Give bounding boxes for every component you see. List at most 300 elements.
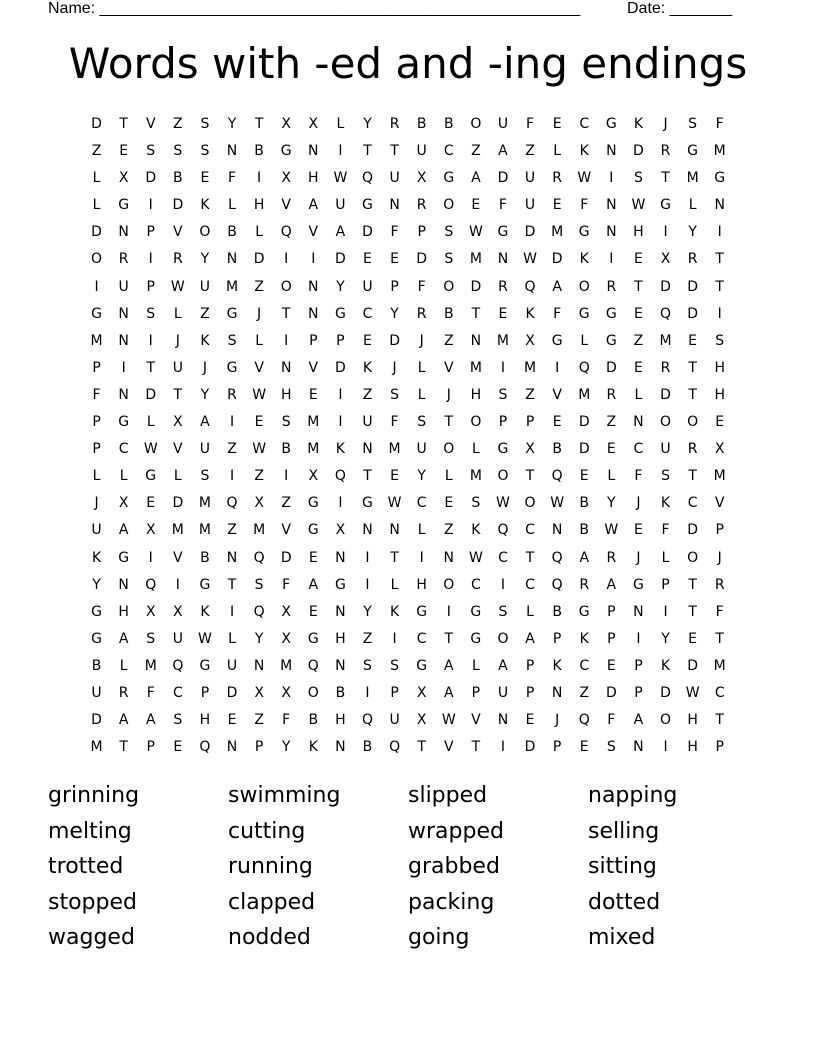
grid-letter: F xyxy=(715,116,724,132)
grid-letter: E xyxy=(579,468,589,485)
grid-letter: S xyxy=(417,414,427,431)
grid-letter: T xyxy=(390,143,399,160)
grid-letter: B xyxy=(308,712,319,729)
grid-letter: U xyxy=(91,522,102,539)
grid-letter: N xyxy=(633,603,644,620)
grid-letter: N xyxy=(633,739,644,756)
grid-letter: T xyxy=(715,278,724,295)
grid-letter: G xyxy=(660,197,671,214)
grid-letter: I xyxy=(338,386,343,403)
grid-letter: X xyxy=(281,684,291,701)
grid-letter: F xyxy=(634,468,643,485)
page-title: Words with -ed and -ing endings xyxy=(68,39,748,88)
grid-row xyxy=(83,463,733,490)
word-list-item: stopped xyxy=(48,889,137,915)
grid-letter: V xyxy=(173,549,183,566)
grid-row xyxy=(83,355,733,382)
grid-row xyxy=(83,409,733,436)
grid-letter: F xyxy=(282,576,291,593)
grid-letter: G xyxy=(118,197,130,214)
grid-letter: N xyxy=(335,549,346,566)
grid-letter: N xyxy=(551,522,563,539)
grid-letter: B xyxy=(335,684,346,701)
grid-letter: G xyxy=(91,630,102,647)
grid-letter: D xyxy=(687,278,698,295)
grid-letter: S xyxy=(146,630,156,647)
grid-letter: E xyxy=(688,630,698,647)
grid-letter: L xyxy=(92,468,101,485)
grid-letter: E xyxy=(390,468,399,485)
grid-letter: X xyxy=(308,116,319,132)
grid-letter: T xyxy=(715,630,724,647)
grid-letter: A xyxy=(443,684,454,701)
grid-row xyxy=(83,382,733,409)
grid-letter: M xyxy=(469,359,482,376)
grid-letter: U xyxy=(362,278,373,295)
grid-letter: T xyxy=(688,359,697,376)
grid-letter: J xyxy=(663,116,668,132)
header xyxy=(48,0,768,20)
grid-letter: M xyxy=(280,657,293,674)
grid-letter: E xyxy=(552,116,562,132)
grid-letter: O xyxy=(199,224,211,241)
grid-letter: I xyxy=(257,170,262,187)
grid-letter: J xyxy=(257,305,262,322)
grid-letter: X xyxy=(145,603,156,620)
grid-letter: C xyxy=(687,495,698,512)
grid-letter: V xyxy=(471,712,481,729)
grid-letter: I xyxy=(365,684,370,701)
grid-letter: J xyxy=(555,712,560,729)
grid-letter: M xyxy=(307,414,320,431)
grid-letter: P xyxy=(525,414,535,431)
grid-letter: C xyxy=(498,549,508,566)
grid-letter: T xyxy=(281,305,291,322)
grid-letter: M xyxy=(144,657,157,674)
grid-letter: G xyxy=(632,576,644,593)
grid-letter: G xyxy=(334,305,346,322)
grid-letter: L xyxy=(228,197,236,214)
grid-letter: F xyxy=(661,522,670,539)
grid-letter: W xyxy=(441,712,456,729)
grid-letter: Y xyxy=(227,116,237,132)
grid-letter: Q xyxy=(199,739,211,756)
grid-letter: C xyxy=(579,116,590,132)
grid-letter: I xyxy=(446,603,451,620)
grid-letter: Q xyxy=(551,468,563,485)
grid-letter: F xyxy=(553,305,562,322)
grid-letter: S xyxy=(200,116,210,132)
grid-row xyxy=(83,626,733,653)
grid-letter: R xyxy=(227,386,237,403)
grid-letter: S xyxy=(254,576,264,593)
grid-letter: M xyxy=(713,143,726,160)
word-list-item: melting xyxy=(48,818,132,844)
grid-letter: V xyxy=(145,116,156,132)
grid-letter: K xyxy=(308,739,318,756)
grid-letter: H xyxy=(335,712,346,729)
grid-letter: E xyxy=(200,170,210,187)
grid-letter: G xyxy=(605,305,617,322)
grid-letter: N xyxy=(335,603,346,620)
grid-letter: H xyxy=(118,603,129,620)
grid-letter: Q xyxy=(334,468,346,485)
grid-letter: I xyxy=(284,468,289,485)
grid-letter: T xyxy=(146,359,156,376)
grid-letter: L xyxy=(173,468,182,485)
grid-letter: S xyxy=(173,143,183,160)
grid-letter: S xyxy=(498,603,508,620)
grid-letter: L xyxy=(553,143,562,160)
grid-letter: R xyxy=(660,359,671,376)
grid-letter: S xyxy=(227,332,237,349)
grid-letter: R xyxy=(606,278,617,295)
grid-letter: S xyxy=(688,116,698,132)
grid-letter: H xyxy=(335,630,346,647)
grid-letter: R xyxy=(416,197,427,214)
grid-letter: N xyxy=(606,143,617,160)
grid-letter: Z xyxy=(362,386,373,403)
grid-letter: J xyxy=(419,332,424,349)
grid-letter: D xyxy=(578,441,590,458)
grid-letter: R xyxy=(552,170,562,187)
grid-letter: I xyxy=(609,251,614,268)
grid-letter: T xyxy=(471,305,481,322)
grid-letter: J xyxy=(392,359,397,376)
grid-letter: I xyxy=(148,251,153,268)
grid-letter: G xyxy=(687,143,699,160)
grid-letter: L xyxy=(119,468,128,485)
grid-letter: D xyxy=(660,386,671,403)
grid-letter: I xyxy=(148,549,153,566)
grid-letter: K xyxy=(579,251,589,268)
grid-letter: L xyxy=(688,197,697,214)
grid-letter: N xyxy=(362,441,373,458)
grid-letter: B xyxy=(362,739,373,756)
grid-row xyxy=(83,734,733,761)
grid-letter: V xyxy=(254,359,264,376)
grid-letter: X xyxy=(254,684,264,701)
grid-letter: A xyxy=(200,414,210,431)
grid-letter: V xyxy=(714,495,725,512)
grid-letter: E xyxy=(363,251,372,268)
grid-letter: P xyxy=(336,332,345,349)
grid-letter: N xyxy=(606,224,617,241)
grid-letter: R xyxy=(389,116,400,132)
grid-letter: G xyxy=(578,224,590,241)
grid-letter: T xyxy=(688,386,697,403)
grid-letter: D xyxy=(687,657,698,674)
grid-letter: L xyxy=(444,468,453,485)
grid-letter: O xyxy=(91,251,103,268)
grid-letter: A xyxy=(552,278,562,295)
grid-letter: G xyxy=(605,332,617,349)
grid-letter: Q xyxy=(578,712,590,729)
grid-letter: V xyxy=(308,359,319,376)
grid-letter: B xyxy=(254,143,264,160)
grid-letter: I xyxy=(229,414,235,431)
grid-letter: F xyxy=(92,386,101,403)
grid-row xyxy=(83,436,733,463)
grid-letter: F xyxy=(146,684,155,701)
grid-letter: S xyxy=(715,332,725,349)
grid-letter: V xyxy=(173,224,183,241)
grid-letter: K xyxy=(633,116,644,132)
grid-letter: Q xyxy=(497,522,509,539)
grid-letter: E xyxy=(525,712,535,729)
word-list-item: napping xyxy=(588,783,678,808)
grid-letter: G xyxy=(578,603,590,620)
grid-letter: U xyxy=(335,197,346,214)
grid-letter: E xyxy=(633,305,643,322)
grid-letter: K xyxy=(660,657,671,674)
grid-letter: I xyxy=(717,224,722,241)
grid-letter: Q xyxy=(660,305,672,322)
grid-letter: A xyxy=(606,576,617,593)
grid-letter: L xyxy=(526,603,534,620)
grid-letter: D xyxy=(253,251,265,268)
grid-letter: J xyxy=(636,495,641,512)
grid-letter: K xyxy=(579,630,589,647)
grid-letter: N xyxy=(497,251,509,268)
grid-letter: M xyxy=(90,332,103,349)
grid-letter: M xyxy=(713,468,726,485)
grid-letter: I xyxy=(500,739,506,756)
grid-letter: N xyxy=(335,739,346,756)
word-list-item: selling xyxy=(588,818,660,844)
grid-letter: Y xyxy=(281,739,291,756)
grid-letter: S xyxy=(146,143,156,160)
grid-letter: G xyxy=(497,224,509,241)
grid-letter: P xyxy=(417,224,426,241)
grid-letter: G xyxy=(416,603,428,620)
grid-letter: G xyxy=(199,657,211,674)
grid-letter: O xyxy=(470,414,482,431)
grid-letter: W xyxy=(631,197,646,214)
grid-letter: D xyxy=(605,684,617,701)
grid-letter: E xyxy=(498,305,508,322)
grid-letter: P xyxy=(200,684,210,701)
grid-letter: T xyxy=(688,576,697,593)
grid-letter: Y xyxy=(200,386,210,403)
grid-letter: U xyxy=(416,441,427,458)
grid-letter: A xyxy=(471,170,481,187)
grid-letter: P xyxy=(92,414,101,431)
grid-letter: T xyxy=(688,603,697,620)
grid-letter: B xyxy=(579,522,590,539)
grid-letter: E xyxy=(606,441,616,458)
grid-letter: U xyxy=(497,684,509,701)
grid-letter: G xyxy=(307,495,319,512)
grid-letter: L xyxy=(417,522,426,539)
grid-letter: Y xyxy=(336,278,345,295)
grid-letter: E xyxy=(146,495,156,512)
grid-letter: X xyxy=(416,170,427,187)
grid-letter: F xyxy=(498,197,507,214)
grid-letter: I xyxy=(338,414,343,431)
grid-letter: S xyxy=(281,414,291,431)
grid-letter: T xyxy=(119,739,128,756)
grid-letter: M xyxy=(686,170,699,187)
grid-letter: G xyxy=(334,576,346,593)
grid-letter: E xyxy=(471,197,481,214)
grid-letter: Z xyxy=(281,495,291,512)
grid-letter: O xyxy=(578,278,590,295)
word-list-item: sitting xyxy=(588,854,657,880)
grid-letter: N xyxy=(335,657,346,674)
grid-letter: L xyxy=(92,170,101,187)
grid-letter: H xyxy=(280,386,292,403)
grid-letter: R xyxy=(687,251,698,268)
grid-letter: R xyxy=(606,386,617,403)
grid-letter: I xyxy=(663,739,668,756)
grid-letter: P xyxy=(661,576,670,593)
grid-letter: Z xyxy=(362,630,373,647)
grid-letter: S xyxy=(390,657,400,674)
grid-letter: B xyxy=(200,549,210,566)
grid-letter: A xyxy=(443,657,454,674)
grid-letter: V xyxy=(281,522,291,539)
grid-letter: E xyxy=(633,251,643,268)
grid-letter: Q xyxy=(307,657,319,674)
grid-letter: C xyxy=(579,657,590,674)
grid-letter: E xyxy=(308,386,318,403)
grid-letter: B xyxy=(281,441,291,458)
grid-letter: U xyxy=(362,414,373,431)
grid-letter: I xyxy=(148,332,153,349)
grid-letter: I xyxy=(500,359,506,376)
grid-letter: P xyxy=(715,522,724,539)
grid-letter: D xyxy=(226,684,238,701)
grid-letter: G xyxy=(118,549,130,566)
grid-letter: N xyxy=(389,522,400,539)
grid-letter: M xyxy=(198,495,211,512)
grid-letter: O xyxy=(443,197,455,214)
grid-letter: W xyxy=(496,495,510,512)
grid-letter: D xyxy=(687,305,698,322)
grid-letter: Z xyxy=(606,414,617,431)
word-list-item: trotted xyxy=(48,854,124,880)
grid-letter: N xyxy=(226,143,238,160)
grid-letter: L xyxy=(661,549,670,566)
grid-letter: A xyxy=(118,522,129,539)
grid-letter: W xyxy=(577,170,592,187)
grid-letter: E xyxy=(552,414,562,431)
grid-letter: W xyxy=(550,495,565,512)
grid-letter: H xyxy=(253,197,265,214)
grid-letter: U xyxy=(389,170,400,187)
grid-letter: E xyxy=(579,739,589,756)
grid-letter: K xyxy=(552,657,562,674)
grid-letter: G xyxy=(226,305,238,322)
grid-letter: P xyxy=(92,359,101,376)
grid-letter: U xyxy=(497,116,509,132)
grid-letter: C xyxy=(416,495,427,512)
word-list-row xyxy=(48,816,768,852)
grid-letter: H xyxy=(199,712,211,729)
grid-letter: T xyxy=(227,576,237,593)
grid-letter: H xyxy=(714,359,725,376)
grid-letter: X xyxy=(173,414,183,431)
grid-letter: B xyxy=(227,224,237,241)
grid-letter: C xyxy=(470,576,481,593)
grid-letter: B xyxy=(552,441,562,458)
grid-letter: S xyxy=(200,143,210,160)
grid-letter: K xyxy=(200,332,210,349)
word-list-row xyxy=(48,851,768,887)
grid-letter: M xyxy=(524,359,537,376)
grid-letter: T xyxy=(525,468,535,485)
grid-letter: T xyxy=(173,386,183,403)
grid-letter: F xyxy=(607,712,616,729)
grid-letter: J xyxy=(94,495,99,512)
grid-letter: R xyxy=(498,278,508,295)
word-list-item: swimming xyxy=(228,783,341,808)
grid-letter: F xyxy=(526,116,535,132)
grid-letter: T xyxy=(471,739,481,756)
name-field-label: Name: ______________________________________________________ xyxy=(48,0,581,17)
grid-letter: M xyxy=(713,657,726,674)
grid-letter: G xyxy=(416,657,428,674)
grid-letter: I xyxy=(121,359,126,376)
grid-letter: P xyxy=(146,278,155,295)
grid-letter: D xyxy=(172,197,184,214)
grid-letter: O xyxy=(497,630,509,647)
grid-letter: X xyxy=(335,522,346,539)
grid-letter: P xyxy=(390,684,399,701)
grid-letter: A xyxy=(579,549,590,566)
grid-letter: H xyxy=(633,224,644,241)
grid-letter: J xyxy=(175,332,180,349)
grid-letter: I xyxy=(284,332,289,349)
grid-letter: M xyxy=(469,251,482,268)
grid-letter: G xyxy=(362,495,373,512)
grid-letter: T xyxy=(661,170,670,187)
grid-letter: K xyxy=(362,359,373,376)
grid-letter: I xyxy=(94,278,99,295)
grid-row xyxy=(83,192,733,219)
grid-letter: P xyxy=(607,630,616,647)
grid-letter: R xyxy=(118,251,129,268)
grid-letter: N xyxy=(497,712,509,729)
grid-letter: T xyxy=(525,549,535,566)
grid-letter: W xyxy=(685,684,700,701)
grid-letter: D xyxy=(335,251,346,268)
grid-letter: S xyxy=(444,224,454,241)
grid-letter: M xyxy=(198,522,211,539)
grid-letter: C xyxy=(416,630,427,647)
grid-letter: Y xyxy=(390,305,399,322)
grid-letter: A xyxy=(498,143,508,160)
grid-letter: N xyxy=(389,197,400,214)
grid-letter: R xyxy=(606,549,617,566)
grid-letter: G xyxy=(91,305,102,322)
grid-letter: R xyxy=(172,251,183,268)
grid-letter: Q xyxy=(253,603,265,620)
word-list-item: wrapped xyxy=(408,818,504,844)
grid-letter: S xyxy=(606,739,616,756)
grid-letter: G xyxy=(307,630,319,647)
grid-letter: G xyxy=(145,468,157,485)
grid-letter: K xyxy=(335,441,345,458)
grid-letter: U xyxy=(91,684,102,701)
grid-letter: S xyxy=(633,170,643,187)
grid-row xyxy=(83,490,733,517)
grid-letter: Z xyxy=(227,522,237,539)
grid-letter: V xyxy=(552,386,562,403)
grid-letter: K xyxy=(660,495,671,512)
grid-letter: D xyxy=(524,739,536,756)
